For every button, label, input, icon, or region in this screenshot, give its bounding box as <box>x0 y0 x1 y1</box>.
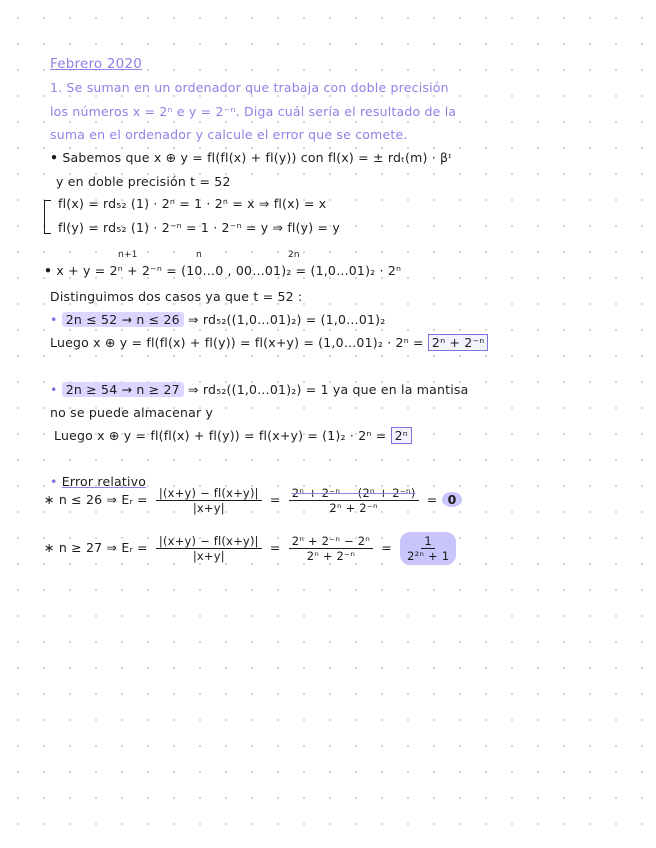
fraction-numerator: 2ⁿ + 2⁻ⁿ − 2ⁿ <box>289 534 373 549</box>
fact-line-4: fl(y) = rd₅₂ (1) · 2⁻ⁿ = 1 · 2⁻ⁿ = y ⇒ fl(y) = y <box>58 220 340 235</box>
problem-line-2: los números x = 2ⁿ e y = 2⁻ⁿ. Diga cuál sería el resultado de la <box>50 104 457 119</box>
case2-condition: 2n ≥ 54 → n ≥ 27 <box>62 382 184 397</box>
error-case1-line <box>44 486 462 515</box>
error-case2-fraction-2 <box>289 534 373 563</box>
bracket <box>44 200 51 234</box>
case1-luego-line <box>50 335 488 350</box>
equals-sign: = <box>426 492 438 507</box>
error-case1-prefix: n ≤ 26 ⇒ Eᵣ = <box>58 492 148 507</box>
fraction-denominator: |x+y| <box>192 501 225 515</box>
fraction-denominator: 2²ⁿ + 1 <box>407 549 450 563</box>
case2-rest: ⇒ rd₅₂((1,0…01)₂) = 1 ya que en la mantisa <box>188 382 469 397</box>
asterisk-icon: ∗ <box>44 492 55 507</box>
equals-sign: = <box>269 492 281 507</box>
error-case1-fraction-2 <box>289 486 419 515</box>
fraction-denominator: |x+y| <box>192 549 225 563</box>
sum-line-1 <box>44 263 401 278</box>
overbrace-label-2: n <box>196 250 202 260</box>
case2-line <box>50 382 468 397</box>
overbrace-label-3: 2n <box>288 250 300 260</box>
overbrace-label-1: n+1 <box>118 250 138 260</box>
error-case1-fraction <box>156 486 262 515</box>
case1-condition: 2n ≤ 52 → n ≤ 26 <box>62 312 184 327</box>
bullet-icon: • <box>50 474 58 489</box>
asterisk-icon: ∗ <box>44 540 55 555</box>
bullet-icon: • <box>50 312 58 327</box>
case1-rest: ⇒ rd₅₂((1,0…01)₂) = (1,0…01)₂ <box>188 312 386 327</box>
fraction-numerator: |(x+y) − fl(x+y)| <box>156 534 262 549</box>
equals-sign: = <box>381 540 392 555</box>
problem-line-1: 1. Se suman en un ordenador que trabaja con doble precisión <box>50 80 449 95</box>
equals-sign: = <box>269 540 281 555</box>
fraction-denominator: 2ⁿ + 2⁻ⁿ <box>306 549 356 563</box>
error-case1-result: 0 <box>442 492 463 507</box>
fact-text-1: Sabemos que x ⊕ y = fl(fl(x) + fl(y)) con fl(x) = ± rdₜ(m) · βᶦ <box>62 150 452 165</box>
bullet-icon: • <box>50 150 59 165</box>
error-case2-prefix: n ≥ 27 ⇒ Eᵣ = <box>58 540 148 555</box>
error-case2-result <box>400 532 456 565</box>
fact-line-2: y en doble precisión t = 52 <box>56 174 231 189</box>
fraction-numerator: 1 <box>421 534 435 549</box>
problem-line-3: suma en el ordenador y calcule el error que se comete. <box>50 127 408 142</box>
case2-luego-text: Luego x ⊕ y = fl(fl(x) + fl(y)) = fl(x+y) = (1)₂ · 2ⁿ = <box>54 428 387 443</box>
case2-result-box: 2ⁿ <box>391 427 412 444</box>
fraction-numerator: 2ⁿ + 2⁻ⁿ − (2ⁿ + 2⁻ⁿ) <box>289 486 419 501</box>
bullet-icon: • <box>50 382 58 397</box>
error-case2-fraction <box>156 534 262 563</box>
fraction-denominator: 2ⁿ + 2⁻ⁿ <box>329 501 378 515</box>
case1-luego-text: Luego x ⊕ y = fl(fl(x) + fl(y)) = fl(x+y) = (1,0…01)₂ · 2ⁿ = <box>50 335 424 350</box>
error-heading: Error relativo <box>61 474 147 489</box>
case2-luego-line <box>54 428 412 443</box>
bullet-icon: • <box>44 263 53 278</box>
sum-line-2: Distinguimos dos casos ya que t = 52 : <box>50 289 303 304</box>
fact-line-1 <box>50 150 452 165</box>
fraction-numerator: |(x+y) − fl(x+y)| <box>156 486 262 501</box>
case1-result-box: 2ⁿ + 2⁻ⁿ <box>428 334 489 351</box>
page-title: Febrero 2020 <box>50 56 143 72</box>
sum-text-1: x + y = 2ⁿ + 2⁻ⁿ = (10…0 , 00…01)₂ = (1,0…01)₂ · 2ⁿ <box>56 263 402 278</box>
error-case2-line <box>44 532 460 565</box>
fact-line-3: fl(x) = rd₅₂ (1) · 2ⁿ = 1 · 2ⁿ = x ⇒ fl(x) = x <box>58 196 327 211</box>
case2-cont-line: no se puede almacenar y <box>50 405 214 420</box>
case1-line <box>50 312 385 327</box>
